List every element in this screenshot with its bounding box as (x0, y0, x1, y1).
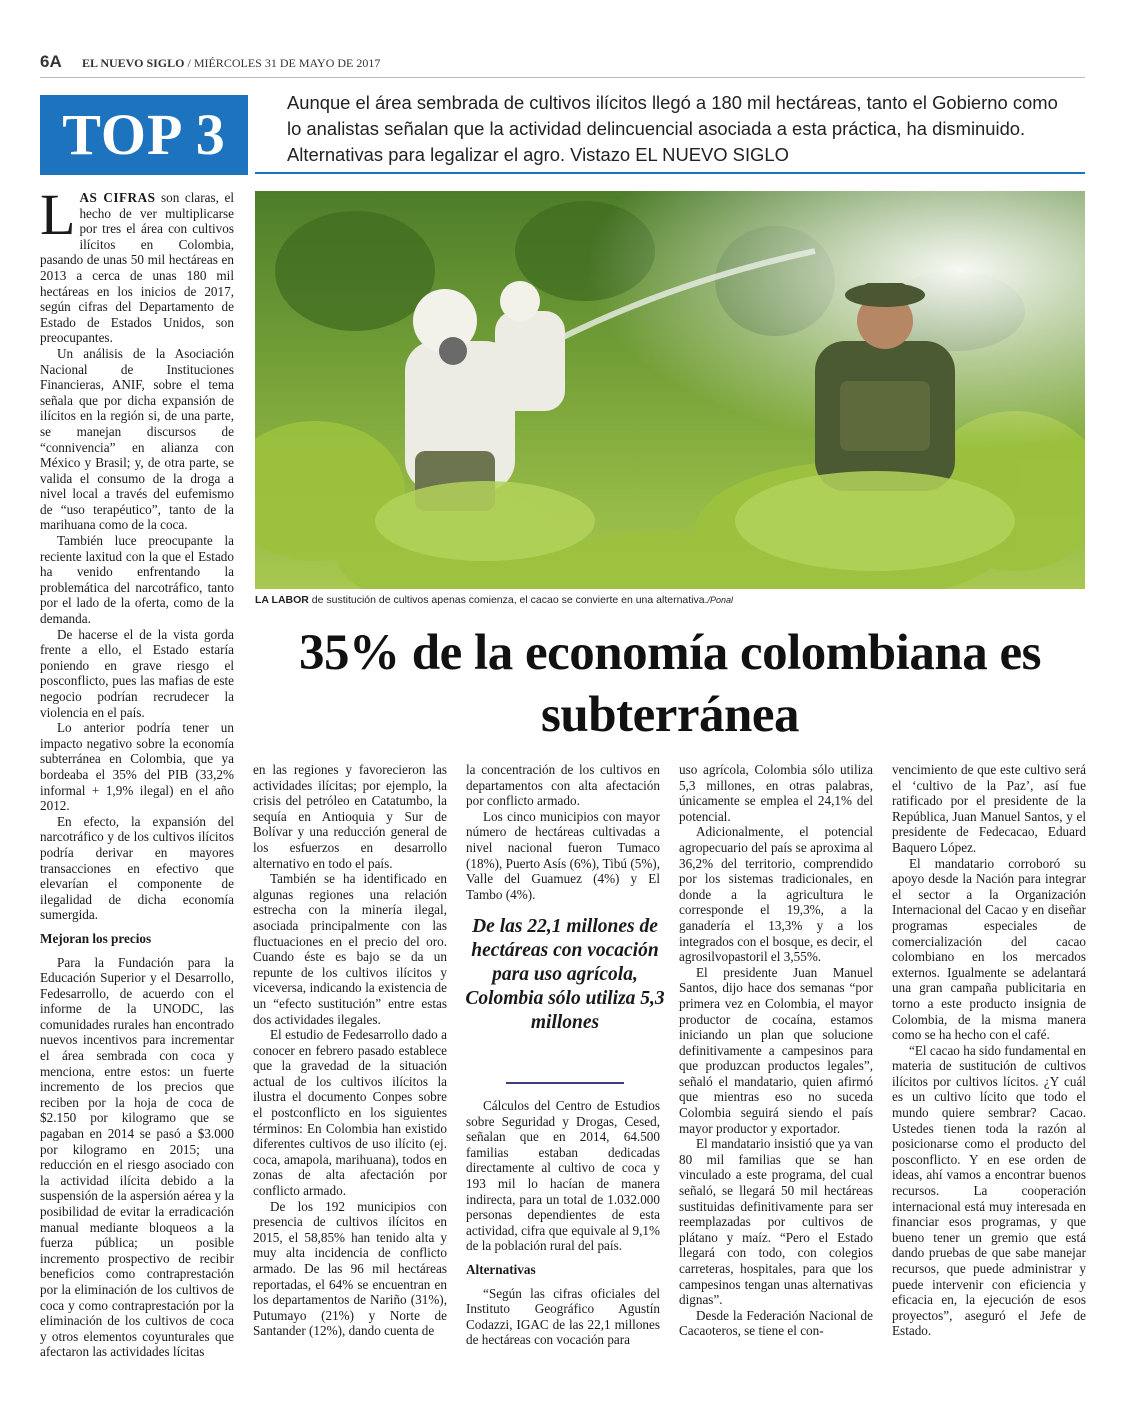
article-paragraph: la concentración de los cultivos en departamentos con alta afectación por conflicto armado. (466, 762, 660, 809)
article-paragraph: uso agrícola, Colombia sólo utiliza 5,3 millones, en otras palabras, únicamente se emplea el 24,1% del potencial. (679, 762, 873, 824)
article-column-3-bottom (466, 1098, 660, 1348)
drop-cap: L (40, 182, 76, 247)
section-badge: TOP 3 (40, 95, 248, 175)
article-paragraph: También se ha identificado en algunas regiones una relación estrecha con la minería ilegal, asociada principalmente con las fluctuaciones en el precio del oro. Cuando éste es bajo se da un repunte de los cultivos ilícitos y viceversa, indicando la existencia de un “efecto sustitución” entre estas dos actividades ilegales. (253, 871, 447, 1027)
subheading: Mejoran los precios (40, 930, 152, 946)
article-paragraph: El mandatario insistió que ya van 80 mil familias que se han vinculado a este programa, del cual señaló, se llegará 50 mil hectáreas sustituidas definitivamente para ser reemplazadas por cultivos de plátano y maíz. “Pero el Estado llegará con todo, con colegios carreteras, hospitales, para que los campesinos tengan unas alternativas dignas”. (679, 1136, 873, 1308)
article-column-3-top (466, 762, 660, 902)
page-number: 6A (40, 52, 62, 71)
paper-dateline: EL NUEVO SIGLO / MIÉRCOLES 31 DE MAYO DE 2017 (82, 56, 381, 70)
article-paragraph: en las regiones y favorecieron las actividades ilícitas; por ejemplo, la crisis del petróleo en Catatumbo, la sequía en Antioquia y Sur de Bolívar y una reducción general de los esfuerzos en desarrollo alternativo en todo el país. (253, 762, 447, 871)
article-paragraph: Desde la Federación Nacional de Cacaoteros, se tiene el con- (679, 1307, 873, 1339)
photo-credit: /Ponal (707, 595, 734, 605)
article-paragraph: En efecto, la expansión del narcotráfico y de los cultivos ilícitos podría derivar en mayores transacciones en efectivo que elevarían el componente de ilegalidad de dicha economía sumergida. (40, 813, 234, 923)
pull-quote: De las 22,1 millones de hectáreas con vocación para uso agrícola, Colombia sólo utiliza 5,3 millones (465, 916, 665, 1033)
article-column-1 (40, 182, 234, 1360)
article-paragraph: LAS CIFRAS son claras, el hecho de ver multiplicarse por tres el área con cultivos ilícitos en Colombia, pasando de unas 50 mil hectáreas en 2013 a cerca de unas 180 mil hectáreas en los inicios de 2017, según cifras del Departamento de Estado de Estados Unidos, son preocupantes. (40, 182, 234, 346)
article-column-4 (679, 762, 873, 1339)
coca-field-photo (255, 191, 1085, 589)
subheading: Alternativas (466, 1261, 536, 1277)
article-photo (255, 191, 1085, 589)
caption-text: de sustitución de cultivos apenas comienza, el cacao se convierte en una alternativa. (308, 594, 708, 606)
article-paragraph: El presidente Juan Manuel Santos, dijo hace dos semanas “por primera vez en Colombia, el mayor productor de cocaína, estamos iniciando un plan que solucione definitivamente a campesinos para que produzcan productos legales”, señaló el mandatario, quien afirmó que mientras eso no suceda Colombia seguirá siendo el país mayor productor y exportador. (679, 964, 873, 1136)
article-paragraph: Los cinco municipios con mayor número de hectáreas cultivadas a nivel nacional fueron Tumaco (18%), Puerto Asís (6%), Tibú (5%), Valle del Guamuez (4%) y El Tambo (4%). (466, 808, 660, 902)
article-paragraph: De hacerse el de la vista gorda frente a ello, el Estado estaría poniendo en grave riesgo el posconflicto, pues las mafias de este negocio podrían recrudecer la violencia en el país. (40, 626, 234, 720)
article-paragraph: “Según las cifras oficiales del Instituto Geográfico Agustín Codazzi, IGAC de las 22,1 millones de hectáreas con vocación para (466, 1285, 660, 1348)
article-column-5 (892, 762, 1086, 1339)
article-paragraph: vencimiento de que este cultivo será el ‘cultivo de la Paz’, así fue ratificado por el presidente de la República, Juan Manuel Santos, y el presidente de Fedecacao, Eduard Baquero López. (892, 762, 1086, 855)
article-paragraph: Adicionalmente, el potencial agropecuario del país se aproxima al 36,2% del territorio, comprendido por los sistemas tradicionales, en donde a la agricultura le corresponde el 19,3%, a la ganadería el 13,3% y a los integrados con el bosque, es decir, el agrosilvopastoril el 3,55%. (679, 824, 873, 965)
article-deck: Aunque el área sembrada de cultivos ilícitos llegó a 180 mil hectáreas, tanto el Gobierno como lo analistas señalan que la actividad delincuencial asociada a esta práctica, ha disminuido. Alternativas para legalizar el agro. Vistazo EL NUEVO SIGLO (287, 92, 1058, 165)
article-paragraph: De los 192 municipios con presencia de cultivos ilícitos en 2015, el 58,85% han tenido alta y muy alta incidencia de conflicto armado. De las 96 mil hectáreas reportadas, el 64% se encuentran en los departamentos de Nariño (31%), Putumayo (21%) y Norte de Santander (12%), dando cuenta de (253, 1198, 447, 1339)
pull-quote-rule (506, 1082, 624, 1084)
photo-caption (255, 594, 1085, 606)
article-paragraph: Lo anterior podría tener un impacto negativo sobre la economía subterránea en Colombia, que ya bordeaba el 35% del PIB (33,2% informal + 1,9% ilegal) en el año 2012. (40, 720, 234, 814)
deck-divider (255, 172, 1085, 174)
paper-name: EL NUEVO SIGLO (82, 56, 185, 70)
article-paragraph: Cálculos del Centro de Estudios sobre Seguridad y Drogas, Cesed, señalan que en 2014, 64.500 familias estaban dedicadas directamente al cultivo de coca y 193 mil lo hacían de manera indirecta, para un total de 1.032.000 personas dependientes de esta actividad, cifra que equivale al 9,1% de la población rural del país. (466, 1098, 660, 1254)
issue-date: MIÉRCOLES 31 DE MAYO DE 2017 (193, 56, 381, 70)
article-paragraph: Un análisis de la Asociación Nacional de Instituciones Financieras, ANIF, sobre el tema señala que por dicha expansión de ilícitos en la región si, de una parte, se manejan discursos de “connivencia” en alianza con México y Brasil; y, de otra parte, se valida el consumo de la droga a nivel local a través del eufemismo de “uso terapéutico”, tanto de la marihuana como de la coca. (40, 345, 234, 533)
article-paragraph: También luce preocupante la reciente laxitud con la que el Estado ha venido enfrentando la problemática del narcotráfico, tanto por el lado de la oferta, como de la demanda. (40, 533, 234, 627)
article-paragraph: El mandatario corroboró su apoyo desde la Nación para integrar el sector a la Organización Internacional del Cacao y en diseñar programas especiales de comercialización del cacao colombiano en los mercados externos. Igualmente se adelantará una gran campaña publicitaria en torno a este producto insignia de Colombia, de la misma manera como se ha hecho con el café. (892, 855, 1086, 1043)
article-headline: 35% de la economía colombiana es subterránea (299, 625, 1041, 743)
header-divider (40, 77, 1085, 78)
article-paragraph: “El cacao ha sido fundamental en materia de sustitución de cultivos ilícitos por cultivos lícitos. ¿Y cuál es un cultivo lícito que todo el mundo quiere sembrar? Cacao. Ustedes tienen toda la razón al posicionarse como el producto del posconflicto. Y en ese orden de ideas, ahí vamos a encontrar buenos recursos. La cooperación internacional está muy interesada en financiar esos programas, y que bueno tener un gremio que está dando pruebas de que sabe manejar recursos, que puede administrar y puede intervenir con eficiencia y eficacia en, la ejecución de esos proyectos”, aseguró el Jefe de Estado. (892, 1042, 1086, 1339)
article-paragraph: Para la Fundación para la Educación Superior y el Desarrollo, Fedesarrollo, de acuerdo con el informe de la UNODC, las comunidades rurales han encontrado nuevos incentivos para incrementar el área sembrada con coca y menciona, entre estos: un fuerte incremento de los precios que reciben por la hoja de coca de $2.150 por kilogramo que se pagaban en 2014 se pasó a $3.000 por kilogramo en 2015; una reducción en el riesgo asociado con la actividad ilícita debido a la suspensión de la aspersión aérea y la posibilidad de evitar la erradicación manual mediante bloqueos a la fuerza pública; un posible incremento prospectivo de recibir beneficios como contraprestación por la eliminación de los cultivos de coca y como contraprestación por la eliminación de los cultivos de coca y otros elementos coyunturales que afectaron las actividades lícitas (40, 954, 234, 1360)
article-column-2 (253, 762, 447, 1339)
lead-words: AS CIFRAS (79, 190, 156, 205)
article-paragraph: El estudio de Fedesarrollo dado a conocer en febrero pasado establece que la gravedad de la situación actual de los cultivos ilícitos la ilustra el documento Conpes sobre el postconflicto en los siguientes términos: En Colombia han existido diferentes cultivos de uso ilícito (ej. coca, amapola, marihuana), todos en zonas de alta afectación por conflicto armado. (253, 1027, 447, 1199)
caption-lead: LA LABOR (255, 594, 309, 606)
